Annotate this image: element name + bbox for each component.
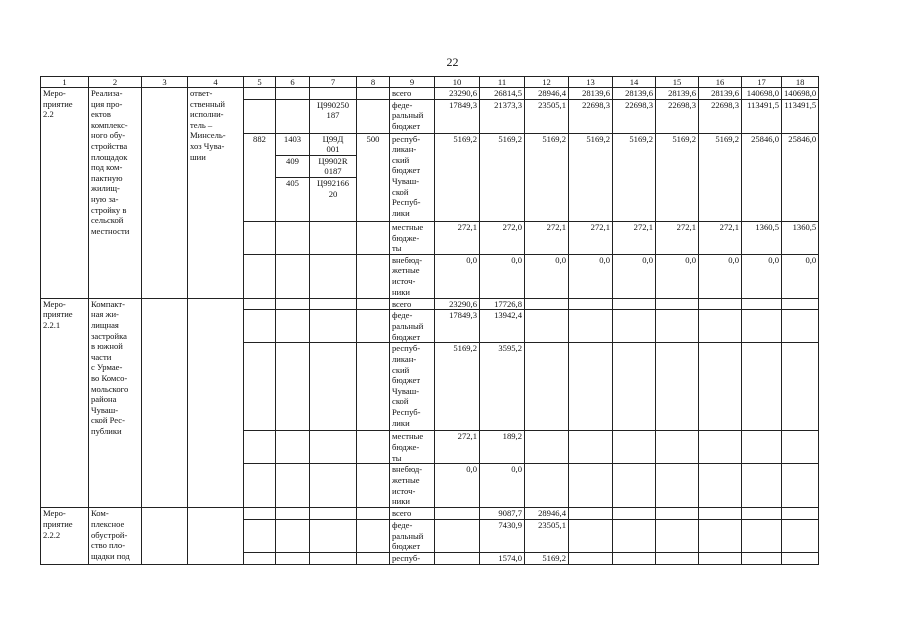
col-header: 13 — [569, 77, 613, 88]
funding-source: респуб- ликан- ский бюджет Чуваш- ской Респуб- лики — [390, 343, 435, 431]
grbs-code: 882 — [244, 133, 276, 221]
col-header: 7 — [310, 77, 357, 88]
activity-title: Реализа- ция про- ектов комплекс- ного обу- стройства площадок под ком- пактную жилищ- ную за- стройку в сельской местности — [89, 88, 142, 299]
activity-id: Меро- приятие 2.2.1 — [41, 298, 89, 508]
col-header: 18 — [782, 77, 819, 88]
table-cell: 5169,2 — [569, 133, 613, 221]
col-header: 2 — [89, 77, 142, 88]
target-article-code: Ц992166 20 — [310, 177, 357, 221]
col-header: 8 — [357, 77, 390, 88]
table-cell: 0,0 — [480, 254, 525, 298]
col-header: 17 — [742, 77, 782, 88]
table-cell: 272,1 — [435, 221, 480, 254]
table-cell: 25846,0 — [782, 133, 819, 221]
table-cell: 113491,5 — [742, 99, 782, 133]
col-header: 1 — [41, 77, 89, 88]
table-cell: 113491,5 — [782, 99, 819, 133]
table-cell: 5169,2 — [525, 552, 569, 564]
col-header: 10 — [435, 77, 480, 88]
funding-source: феде- ральный бюджет — [390, 519, 435, 552]
table-cell: 17849,3 — [435, 310, 480, 343]
table-cell: 9087,7 — [480, 508, 525, 520]
table-cell: 5169,2 — [435, 133, 480, 221]
table-cell: 23505,1 — [525, 99, 569, 133]
header-row — [41, 77, 819, 88]
table-cell: 0,0 — [699, 254, 742, 298]
table-row — [41, 508, 819, 520]
table-cell: 17849,3 — [435, 99, 480, 133]
table-cell: 0,0 — [525, 254, 569, 298]
table-cell: 22698,3 — [569, 99, 613, 133]
table-cell: 22698,3 — [656, 99, 699, 133]
section-code: 409 — [276, 155, 310, 177]
funding-source: феде- ральный бюджет — [390, 99, 435, 133]
table-cell: 5169,2 — [613, 133, 656, 221]
table-cell: 26814,5 — [480, 88, 525, 100]
table-cell: 140698,0 — [742, 88, 782, 100]
funding-source: феде- ральный бюджет — [390, 310, 435, 343]
funding-source: внебюд- жетные источ- ники — [390, 464, 435, 508]
table-cell: 272,1 — [613, 221, 656, 254]
col-header: 3 — [142, 77, 188, 88]
table-cell: 28139,6 — [699, 88, 742, 100]
table-cell: 272,1 — [569, 221, 613, 254]
table-cell: 28946,4 — [525, 88, 569, 100]
section-code: 1403 — [276, 133, 310, 155]
table-cell: 0,0 — [569, 254, 613, 298]
activity-title: Компакт- ная жи- лищная застройка в южной части с Урмае- во Комсо- мольского района Чуваш- ской Рес- публики — [89, 298, 142, 508]
col-header: 15 — [656, 77, 699, 88]
table-cell: 28946,4 — [525, 508, 569, 520]
table-cell: 3595,2 — [480, 343, 525, 431]
funding-source: всего — [390, 298, 435, 310]
expense-type-code: 500 — [357, 133, 390, 221]
table-cell: 1574,0 — [480, 552, 525, 564]
activity-title: Ком- плексное обустрой- ство пло- щадки под — [89, 508, 142, 565]
table-cell: 272,1 — [525, 221, 569, 254]
table-cell: 5169,2 — [435, 343, 480, 431]
table-cell: 7430,9 — [480, 519, 525, 552]
table-cell: 5169,2 — [480, 133, 525, 221]
col-header: 6 — [276, 77, 310, 88]
table-cell: 5169,2 — [699, 133, 742, 221]
table-cell: 5169,2 — [525, 133, 569, 221]
table-cell: 0,0 — [435, 254, 480, 298]
table-row — [41, 298, 819, 310]
table-cell: 28139,6 — [569, 88, 613, 100]
table-cell: 272,0 — [480, 221, 525, 254]
activity-id: Меро- приятие 2.2.2 — [41, 508, 89, 565]
table-cell: 0,0 — [782, 254, 819, 298]
table-cell: 0,0 — [435, 464, 480, 508]
table-cell: 0,0 — [656, 254, 699, 298]
funding-source: внебюд- жетные источ- ники — [390, 254, 435, 298]
table-cell: 23290,6 — [435, 88, 480, 100]
col-header: 9 — [390, 77, 435, 88]
page-number: 22 — [446, 55, 459, 69]
funding-source: местные бюдже- ты — [390, 221, 435, 254]
table-cell: 13942,4 — [480, 310, 525, 343]
funding-source: всего — [390, 88, 435, 100]
table-cell: 0,0 — [742, 254, 782, 298]
target-article-code: Ц990250 187 — [310, 99, 357, 133]
table-cell: 5169,2 — [656, 133, 699, 221]
section-code: 405 — [276, 177, 310, 221]
funding-source: всего — [390, 508, 435, 520]
table-cell: 140698,0 — [782, 88, 819, 100]
funding-source: местные бюдже- ты — [390, 431, 435, 464]
table-row — [41, 88, 819, 100]
table-cell: 17726,8 — [480, 298, 525, 310]
table-cell: 25846,0 — [742, 133, 782, 221]
col-header: 4 — [188, 77, 244, 88]
table-cell: 22698,3 — [699, 99, 742, 133]
table-cell: 272,1 — [435, 431, 480, 464]
table-cell: 23505,1 — [525, 519, 569, 552]
table-cell: 189,2 — [480, 431, 525, 464]
col-header: 16 — [699, 77, 742, 88]
budget-table — [40, 76, 819, 565]
table-cell: 23290,6 — [435, 298, 480, 310]
activity-id: Меро- приятие 2.2 — [41, 88, 89, 299]
funding-source: респуб- — [390, 552, 435, 564]
col-header: 14 — [613, 77, 656, 88]
table-cell: 1360,5 — [742, 221, 782, 254]
table-cell: 272,1 — [656, 221, 699, 254]
table-cell: 272,1 — [699, 221, 742, 254]
table-cell: 28139,6 — [656, 88, 699, 100]
table-cell: 1360,5 — [782, 221, 819, 254]
table-cell: 0,0 — [613, 254, 656, 298]
col-header: 11 — [480, 77, 525, 88]
col-header: 12 — [525, 77, 569, 88]
col-header: 5 — [244, 77, 276, 88]
target-article-code: Ц9902R 0187 — [310, 155, 357, 177]
table-cell: 0,0 — [480, 464, 525, 508]
target-article-code: Ц99Д 001 — [310, 133, 357, 155]
activity-executor: ответ- ственный исполни- тель – Минсель- хоз Чува- шии — [188, 88, 244, 299]
table-cell: 28139,6 — [613, 88, 656, 100]
table-cell: 22698,3 — [613, 99, 656, 133]
funding-source: респуб- ликан- ский бюджет Чуваш- ской Респуб- лики — [390, 133, 435, 221]
table-cell: 21373,3 — [480, 99, 525, 133]
